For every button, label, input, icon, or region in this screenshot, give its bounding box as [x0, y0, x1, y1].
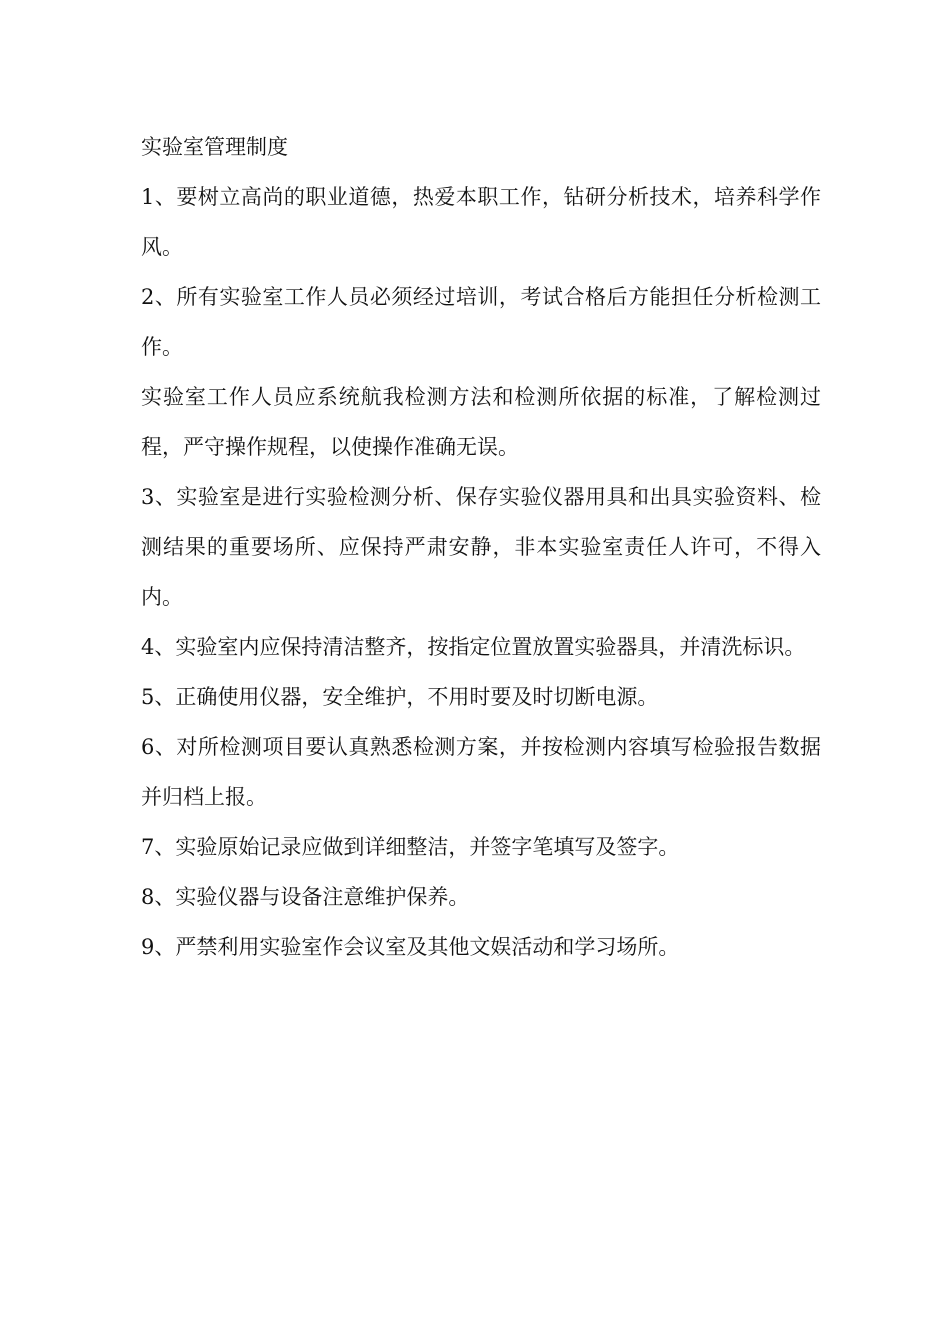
rule-paragraph-2-note: 实验室工作人员应系统航我检测方法和检测所依据的标准，了解检测过程，严守操作规程，以使操作准确无误。 [141, 385, 821, 459]
document-title: 实验室管理制度 [141, 135, 288, 159]
rule-paragraph-3: 3、实验室是进行实验检测分析、保存实验仪器用具和出具实验资料、检测结果的重要场所、应保持严肃安静，非本实验室责任人许可，不得入内。 [141, 485, 821, 609]
rule-paragraph-5: 5、正确使用仪器，安全维护，不用时要及时切断电源。 [141, 685, 659, 709]
rule-paragraph-6: 6、对所检测项目要认真熟悉检测方案，并按检测内容填写检验报告数据并归档上报。 [141, 735, 821, 809]
rule-paragraph-4: 4、实验室内应保持清洁整齐，按指定位置放置实验器具，并清洗标识。 [141, 635, 806, 659]
rule-paragraph-9: 9、严禁利用实验室作会议室及其他文娱活动和学习场所。 [141, 935, 680, 959]
rule-paragraph-1: 1、要树立高尚的职业道德，热爱本职工作，钻研分析技术，培养科学作风。 [141, 185, 821, 259]
document-body [141, 122, 821, 972]
rule-paragraph-7: 7、实验原始记录应做到详细整洁，并签字笔填写及签字。 [141, 835, 680, 859]
rule-paragraph-8: 8、实验仪器与设备注意维护保养。 [141, 885, 470, 909]
rule-paragraph-2: 2、所有实验室工作人员必须经过培训，考试合格后方能担任分析检测工作。 [141, 285, 821, 359]
